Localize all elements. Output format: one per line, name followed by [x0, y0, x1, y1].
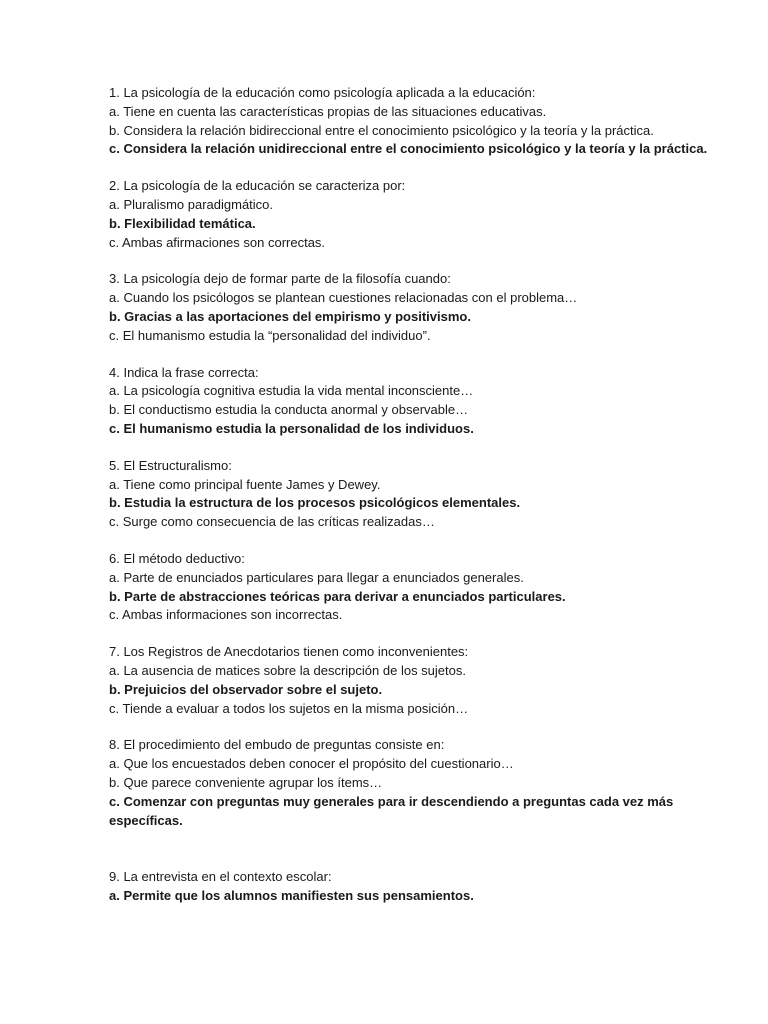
- option-b-correct: b. Prejuicios del observador sobre el sujeto.: [109, 681, 383, 697]
- option-b: b. Considera la relación bidireccional entre el conocimiento psicológico y la teoría y la práctica.: [109, 122, 654, 138]
- question-6: [109, 550, 709, 625]
- option-b-correct: b. Estudia la estructura de los procesos psicológicos elementales.: [109, 495, 521, 511]
- question-title: 5. El Estructuralismo:: [109, 457, 232, 473]
- question-9: [109, 868, 709, 906]
- option-b-correct: b. Flexibilidad temática.: [109, 215, 256, 231]
- option-c: c. Ambas afirmaciones son correctas.: [109, 234, 326, 250]
- option-c: c. Ambas informaciones son incorrectas.: [109, 607, 343, 623]
- question-title: 2. La psicología de la educación se caracteriza por:: [109, 178, 406, 194]
- question-title: 8. El procedimiento del embudo de preguntas consiste en:: [109, 737, 445, 753]
- question-8: [109, 736, 709, 830]
- option-a: a. La ausencia de matices sobre la descripción de los sujetos.: [109, 662, 466, 678]
- question-title: 7. Los Registros de Anecdotarios tienen como inconvenientes:: [109, 644, 469, 660]
- question-4: [109, 364, 709, 439]
- question-1: [109, 84, 709, 159]
- option-c-correct: c. Considera la relación unidireccional entre el conocimiento psicológico y la teoría y la práctica.: [109, 141, 708, 157]
- option-b: b. Que parece conveniente agrupar los ítems…: [109, 774, 383, 790]
- question-title: 6. El método deductivo:: [109, 550, 245, 566]
- option-a-correct: a. Permite que los alumnos manifiesten sus pensamientos.: [109, 888, 474, 904]
- option-a: a. Pluralismo paradigmático.: [109, 196, 274, 212]
- option-a: a. Tiene como principal fuente James y Dewey.: [109, 476, 381, 492]
- question-title: 4. Indica la frase correcta:: [109, 364, 259, 380]
- option-c: c. Tiende a evaluar a todos los sujetos en la misma posición…: [109, 700, 469, 716]
- option-b-correct: b. Gracias a las aportaciones del empirismo y positivismo.: [109, 308, 471, 324]
- question-3: [109, 270, 709, 345]
- option-b: b. El conductismo estudia la conducta anormal y observable…: [109, 402, 469, 418]
- option-b-correct: b. Parte de abstracciones teóricas para derivar a enunciados particulares.: [109, 588, 566, 604]
- question-7: [109, 643, 709, 718]
- option-c-correct: c. Comenzar con preguntas muy generales para ir descendiendo a preguntas cada vez más específicas.: [109, 793, 674, 828]
- option-c: c. Surge como consecuencia de las críticas realizadas…: [109, 514, 435, 530]
- question-title: 9. La entrevista en el contexto escolar:: [109, 869, 332, 885]
- option-a: a. La psicología cognitiva estudia la vida mental inconsciente…: [109, 383, 474, 399]
- document-page: [109, 84, 709, 924]
- question-2: [109, 177, 709, 252]
- question-title: 3. La psicología dejo de formar parte de la filosofía cuando:: [109, 271, 451, 287]
- option-a: a. Cuando los psicólogos se plantean cuestiones relacionadas con el problema…: [109, 290, 578, 306]
- question-title: 1. La psicología de la educación como psicología aplicada a la educación:: [109, 85, 536, 100]
- option-c: c. El humanismo estudia la “personalidad del individuo”.: [109, 327, 431, 343]
- option-c-correct: c. El humanismo estudia la personalidad de los individuos.: [109, 420, 474, 436]
- option-a: a. Tiene en cuenta las características propias de las situaciones educativas.: [109, 103, 547, 119]
- option-a: a. Que los encuestados deben conocer el propósito del cuestionario…: [109, 756, 514, 772]
- question-5: [109, 457, 709, 532]
- option-a: a. Parte de enunciados particulares para llegar a enunciados generales.: [109, 569, 524, 585]
